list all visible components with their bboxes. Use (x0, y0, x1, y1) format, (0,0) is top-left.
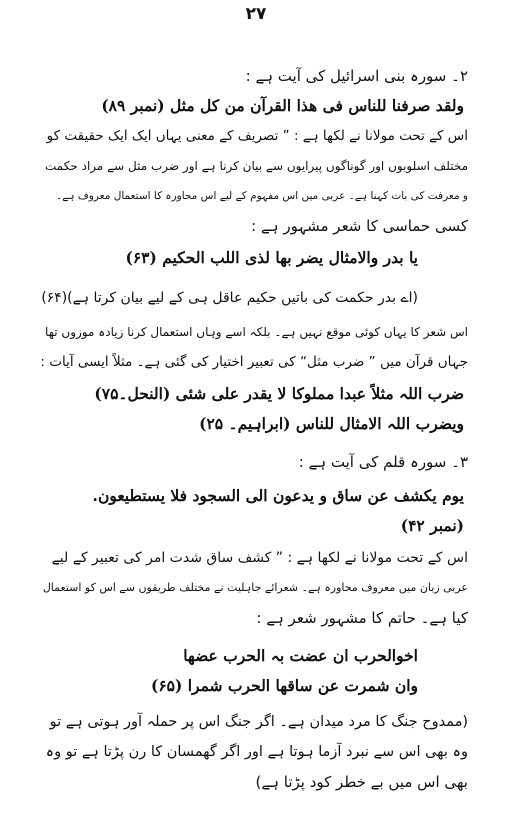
translation-line: وہ بھی اس سے نبرد آزما ہوتا ہے اور اگر گھمسان کا رن پڑتا ہے تو وہ (45, 744, 468, 760)
paragraph-line: جہاں قرآن میں ” ضرب مثل“ کی تعبیر اختیار کی گئی ہے۔ مثلاً ایسی آیات : (40, 354, 468, 370)
quranic-verse-nahl: ضرب اللہ مثلاً عبدا مملوکا لا یقدر علی شئی (النحل۔۷۵) (94, 384, 464, 403)
paragraph-line: و معرفت کی بات کہنا ہے۔ عربی میں اس مفہوم کے لیے اس محاورہ کا استعمال معروف ہے۔ (56, 190, 468, 202)
paragraph-line: اس کے تحت مولانا نے لکھا ہے : ” تصریف کے معنی یہاں ایک ایک حقیقت کو (46, 128, 468, 144)
verse-reference: (نمبر ۴۲) (400, 516, 464, 535)
quranic-verse-qalam: یوم یکشف عن ساق و یدعون الی السجود فلا یستطیعون. (92, 486, 464, 505)
hatim-verse-1: اخوالحرب ان عضت بہ الحرب عضھا (183, 646, 418, 665)
section-2-heading: ۲۔ سورہ بنی اسرائیل کی آیت ہے : (245, 67, 468, 85)
paragraph-line: عربی زبان میں معروف محاورہ ہے۔ شعرائے جاہلیت نے مختلف طریقوں سے اس کو استعمال (42, 581, 468, 594)
verse-translation: (اے بدر حکمت کی باتیں حکیم عاقل ہی کے لیے بیان کرتا ہے)(۶۴) (41, 290, 418, 306)
paragraph-line: کیا ہے۔ حاتم کا مشہور شعر ہے : (256, 609, 468, 627)
quranic-verse-bani-israil: ولقد صرفنا للناس فی ھذا القرآن من کل مثل (نمبر ۸۹) (101, 96, 464, 115)
quranic-verse-ibrahim: ویضرب اللہ الامثال للناس (ابراہیم۔ ۲۵) (199, 414, 464, 433)
paragraph-line: اس شعر کا یہاں کوئی موقع نہیں ہے۔ بلکہ اسے وہاں استعمال کرنا زیادہ موزوں تھا (45, 325, 468, 339)
section-3-heading: ۳۔ سورہ قلم کی آیت ہے : (298, 453, 468, 471)
hatim-verse-2: وان شمرت عن ساقھا الحرب شمرا (۶۵) (151, 676, 418, 695)
poetry-verse: یا بدر والامثال یضر بھا لذی اللب الحکیم (۶۳) (125, 248, 418, 267)
translation-line: (ممدوح جنگ کا مرد میدان ہے۔ اگر جنگ اس پر حملہ آور ہوتی ہے تو (49, 714, 468, 730)
paragraph-line: مختلف اسلوبوں اور گوناگوں پیرایوں سے بیان کرنا ہے اور ضرب مثل سے مراد حکمت (45, 159, 468, 173)
page-number: ۲۷ (245, 4, 267, 24)
paragraph-line: کسی حماسی کا شعر مشہور ہے : (251, 217, 468, 235)
translation-line: بھی اس میں بے خطر کود پڑتا ہے) (255, 773, 468, 791)
paragraph-line: اس کے تحت مولانا نے لکھا ہے : ” کشف ساق شدت امر کی تعبیر کے لیے (51, 550, 468, 566)
